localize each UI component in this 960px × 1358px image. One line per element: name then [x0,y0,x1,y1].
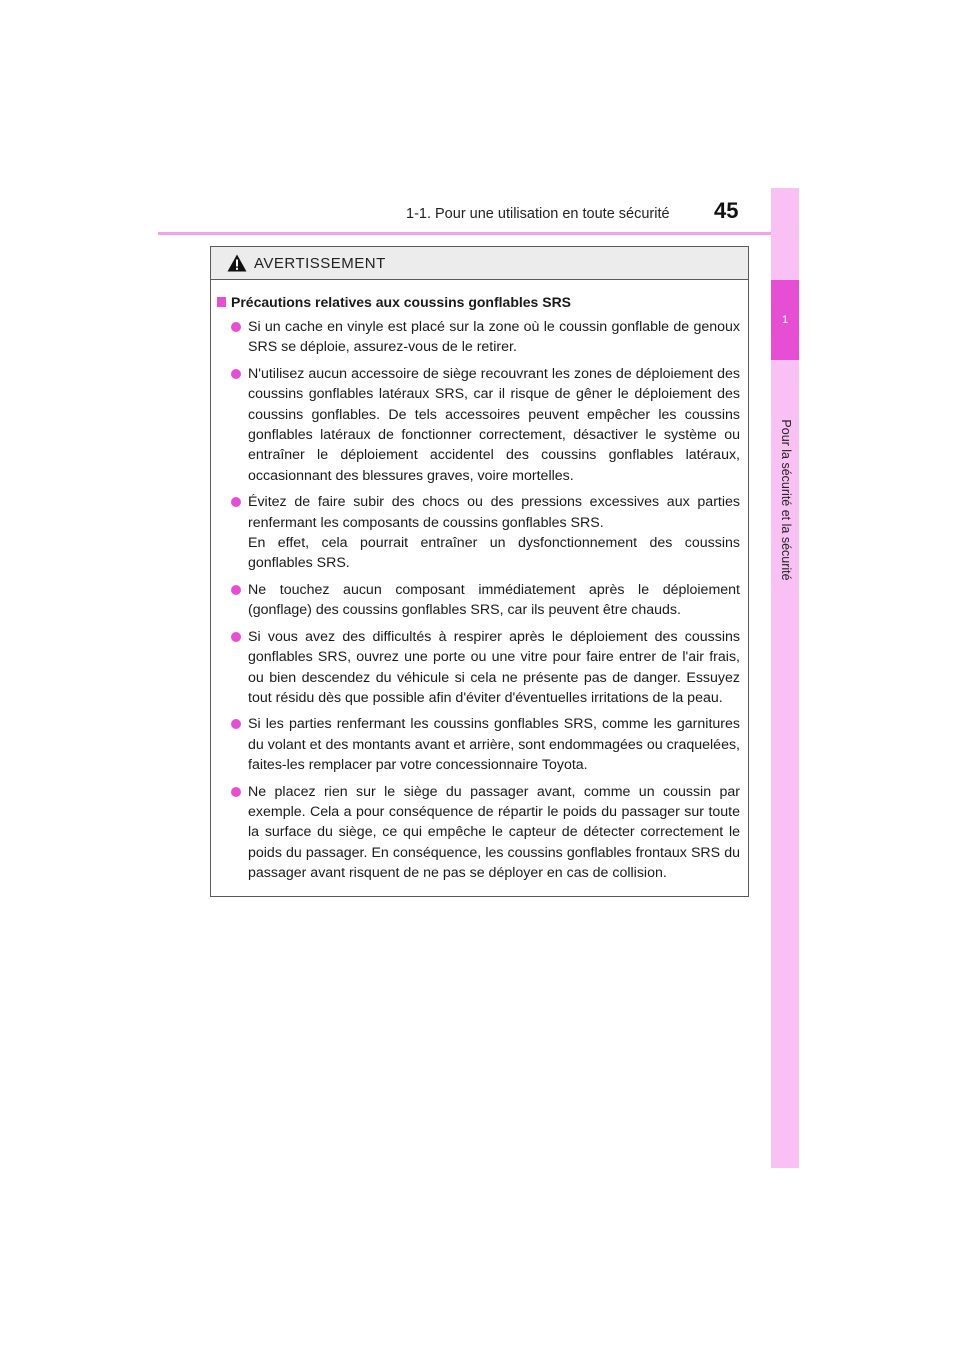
warning-box [210,246,749,897]
chapter-number: 1 [771,280,799,360]
subsection-title: Précautions relatives aux coussins gonflables SRS [231,294,572,310]
header-rule [158,232,798,235]
item-text: N'utilisez aucun accessoire de siège recouvrant les zones de déploiement des coussins gonflables latéraux SRS, car il risque de gêner le déploiement des coussins gonflables. De tels accessoires peuvent empêcher les coussins gonflables latéraux de fonctionner correctement, désactiver le système ou entraîner le déploiement accidentel des coussins gonflables latéraux, occasionnant des blessures graves, voire mortelles. [248,365,740,484]
warning-header [211,247,748,280]
warning-title: AVERTISSEMENT [254,254,386,272]
item-text-group [248,492,740,574]
item-text-continued: En effet, cela pourrait entraîner un dysfonctionnement des coussins gonflables SRS. [248,535,740,572]
item-text: Si vous avez des difficultés à respirer après le déploiement des coussins gonflables SRS, ouvrez une porte ou une vitre pour faire entrer de l'air frais, ou bien descendez du véhicule si cela ne présente pas de danger. Essuyez tout résidu dès que possible afin d'éviter d'éventuelles irritations de la peau. [248,628,740,706]
bullet-icon [231,632,241,642]
item-text: Ne touchez aucun composant immédiatement après le déploiement (gonflage) des coussins gonflables SRS, car ils peuvent être chauds. [248,581,740,619]
list-item [217,627,740,709]
bullet-icon [231,497,241,507]
list-item [217,782,740,884]
warning-triangle-icon [227,254,247,272]
bullet-icon [231,369,241,379]
item-text: Si un cache en vinyle est placé sur la zone où le coussin gonflable de genoux SRS se déploie, assurez-vous de le retirer. [248,319,740,356]
bullet-icon [231,322,241,332]
chapter-label: Pour la sécurité et la sécurité [779,419,793,581]
warning-body [211,280,748,884]
bullet-icon [231,719,241,729]
section-title: 1-1. Pour une utilisation en toute sécurité [406,206,670,222]
list-item [217,492,740,574]
item-text: Si les parties renfermant les coussins gonflables SRS, comme les garnitures du volant et des montants avant et arrière, sont endommagées ou craquelées, faites-les remplacer par votre concessionnaire Toyota. [248,716,740,774]
item-text: Ne placez rien sur le siège du passager avant, comme un coussin par exemple. Cela a pour conséquence de répartir le poids du passager sur toute la surface du siège, ce qui empêche le capteur de détecter correctement le poids du passager. En conséquence, les coussins gonflables frontaux SRS du passager avant risquent de ne pas se déployer en cas de collision. [248,783,740,882]
square-bullet-icon [217,297,226,307]
list-item [217,580,740,621]
page-header [0,0,960,240]
bullet-icon [231,787,241,797]
list-item [217,317,740,358]
list-item [217,364,740,486]
bullet-icon [231,585,241,595]
subsection-heading [217,294,740,310]
list-item [217,714,740,775]
page-number: 45 [714,198,739,223]
item-text: Évitez de faire subir des chocs ou des pressions excessives aux parties renfermant les composants de coussins gonflables SRS. [248,494,740,531]
